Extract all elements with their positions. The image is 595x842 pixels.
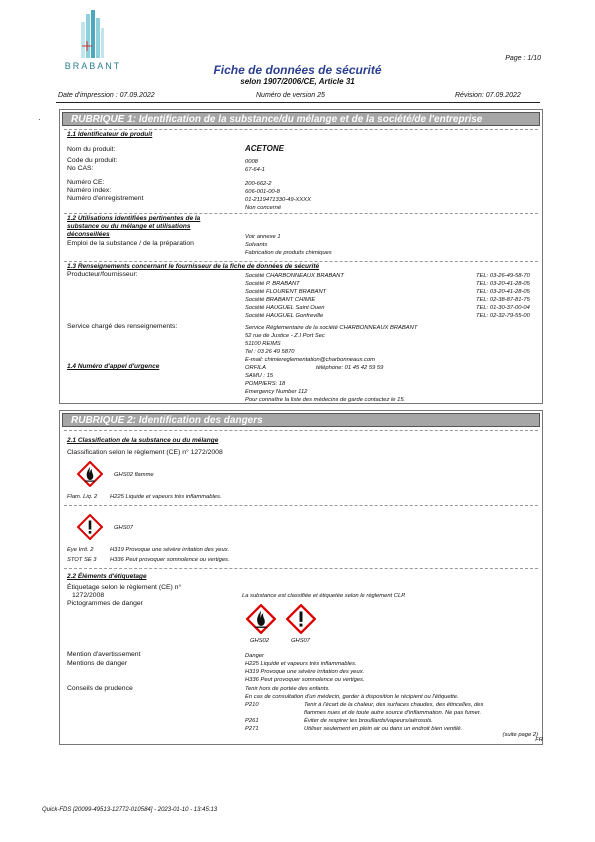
stot-class: STOT SE 3 [67, 557, 97, 563]
ce-label: Numéro CE: [67, 179, 105, 186]
p-text: flammes nues et de toute autre source d'inflammation. Ne pas fumer. [304, 710, 482, 716]
supplier-tel: TEL: 02-32-79-55-00 [476, 313, 530, 319]
divider [64, 568, 538, 569]
subsection-1-3: 1.3 Renseignements concernant le fournisseur de la fiche de données de sécurité [67, 263, 320, 270]
pictograms-label: Pictogrammes de danger [67, 600, 143, 607]
eye-text: H319 Provoque une sévère irritation des yeux. [110, 547, 230, 553]
service-line: 52 rue de Justice - Z.I Port Sec [245, 333, 325, 339]
index-value: 606-001-00-8 [245, 189, 280, 195]
picto-caption: GHS07 [291, 638, 311, 644]
hazard-line: H336 Peut provoquer somnolence ou vertiges. [245, 677, 365, 683]
brand-name: BRABANT [64, 61, 122, 71]
p-text: Utiliser seulement en plein air ou dans un endroit bien ventilé. [304, 726, 463, 732]
registration-note: Non concerné [245, 205, 282, 211]
eye-class: Eye Irrit. 2 [67, 547, 94, 553]
header-rule [56, 102, 540, 103]
flam-text: H225 Liquide et vapeurs très inflammables. [110, 494, 222, 500]
version-number: Numéro de version 25 [256, 92, 325, 99]
classification-label: Classification selon le règlement (CE) n° 1272/2008 [67, 449, 223, 456]
label-regulation: Étiquetage selon le règlement (CE) n° [67, 584, 182, 591]
signal-word-value: Danger [245, 653, 265, 659]
supplier-name: Société FLOURENT BRABANT [245, 289, 327, 295]
page-number: Page : 1/10 [505, 55, 541, 62]
supplier-name: Société BRABANT CHIMIE [245, 297, 316, 303]
supplier-name: Société HAUGUEL Saint Ouen [245, 305, 325, 311]
p-code: P261 [245, 718, 259, 724]
p-code: P271 [245, 726, 259, 732]
document-title: Fiche de données de sécurité [213, 63, 382, 77]
cas-value: 67-64-1 [245, 167, 265, 173]
cas-label: No CAS: [67, 165, 94, 172]
subsection-1-1: 1.1 Identificateur de produit [67, 131, 153, 138]
exclamation-icon [286, 604, 316, 634]
use-value-1: Solvants [245, 242, 268, 248]
subsection-2-2: 2.2 Éléments d'étiquetage [67, 573, 147, 580]
prudence-label: Conseils de prudence [67, 685, 133, 692]
supplier-tel: TEL: 02-38-87-81-75 [476, 297, 530, 303]
language-code: FR [535, 737, 543, 743]
supplier-name: Société CHARBONNEAUX BRABANT [245, 273, 344, 279]
service-label: Service chargé des renseignements: [67, 323, 178, 330]
supplier-name: Société P. BRABANT [245, 281, 300, 287]
service-line: 51100 REIMS [245, 341, 281, 347]
revision-date: Révision: 07.09.2022 [455, 92, 521, 99]
ghs02-caption: GHS02 flamme [114, 472, 154, 478]
orfila-phone: téléphone: 01 45 42 59 59 [316, 365, 384, 371]
emergency-line: Emergency Number 112 [245, 389, 308, 395]
product-code-value: 0008 [245, 159, 258, 165]
print-date: Date d'impression : 07.09.2022 [58, 92, 155, 99]
exclamation-icon [77, 514, 103, 540]
divider [64, 213, 538, 214]
use-label: Emploi de la substance / de la préparation [67, 240, 194, 247]
signal-word-label: Mention d'avertissement [67, 651, 141, 658]
emergency-line: POMPIERS: 18 [245, 381, 286, 387]
subsection-1-2: 1.2 Utilisations identifiées pertinentes de la [67, 215, 201, 222]
section-2 [59, 410, 543, 745]
subsection-1-4: 1.4 Numéro d'appel d'urgence [67, 363, 160, 370]
divider [64, 430, 538, 431]
divider [64, 261, 538, 262]
subsection-2-1: 2.1 Classification de la substance ou du mélange [67, 437, 219, 444]
margin-mark: · [38, 115, 41, 124]
hazard-label: Mentions de danger [67, 660, 128, 667]
registration-value: 01-2119471330-49-XXXX [245, 197, 311, 203]
index-label: Numéro index: [67, 187, 112, 194]
stot-text: H336 Peut provoquer somnolence ou vertiges. [110, 557, 230, 563]
supplier-tel: TEL: 03-20-41-28-05 [476, 289, 530, 295]
picto-caption: GHS02 [250, 638, 270, 644]
footer-reference: Quick-FDS [20099-49513-12772-010584] - 2023-01-10 - 13:45:13 [42, 807, 218, 813]
registration-label: Numéro d'enregistrement [67, 195, 144, 202]
hazard-line: H225 Liquide et vapeurs très inflammables. [245, 661, 357, 667]
subsection-1-2-line3: déconseillées [67, 231, 110, 238]
section-2-heading: RUBRIQUE 2: Identification des dangers [62, 413, 540, 427]
prudence-line: Tenir hors de portée des enfants. [245, 686, 330, 692]
service-line: Tel : 03 26 49 5870 [245, 349, 295, 355]
service-line: Service Réglementaire de la société CHARBONNEAUX BRABANT [245, 325, 418, 331]
p-text: Tenir à l'écart de la chaleur, des surfaces chaudes, des étincelles, des [304, 702, 484, 708]
flam-class: Flam. Liq. 2 [67, 494, 98, 500]
label-regulation-value: La substance est classifiée et étiquetée selon le règlement CLP. [242, 593, 406, 599]
use-value-2: Fabrication de produits chimiques [245, 250, 332, 256]
p-code: P210 [245, 702, 259, 708]
supplier-tel: TEL: 01-30-37-00-04 [476, 305, 530, 311]
prudence-line: En cas de consultation d'un médecin, garder à disposition le récipient ou l'étiquette. [245, 694, 459, 700]
hazard-line: H319 Provoque une sévère irritation des yeux. [245, 669, 365, 675]
supplier-tel: TEL: 03-26-49-58-70 [476, 273, 530, 279]
section-1-heading: RUBRIQUE 1: Identification de la substance/du mélange et de la société/de l'entreprise [62, 112, 540, 126]
product-name-value: ACETONE [245, 144, 284, 153]
supplier-tel: TEL: 03-20-41-28-05 [476, 281, 530, 287]
ghs07-caption: GHS07 [114, 525, 134, 531]
supplier-name: Société HAUGUEL Gonfreville [245, 313, 324, 319]
label-regulation-number: 1272/2008 [72, 592, 105, 599]
orfila-label: ORFILA [245, 365, 266, 371]
emergency-line: SAMU : 15 [245, 373, 274, 379]
subsection-1-2-line2: substance ou du mélange et utilisations [67, 223, 191, 230]
flame-icon [77, 461, 103, 487]
document-subtitle: selon 1907/2006/CE, Article 31 [240, 77, 355, 86]
product-name-label: Nom du produit: [67, 146, 116, 153]
ce-value: 200-662-2 [245, 181, 272, 187]
section-1 [59, 109, 543, 404]
continued-note: (suite page 2) [502, 732, 538, 738]
product-code-label: Code du produit: [67, 157, 118, 164]
supplier-label: Producteur/fournisseur: [67, 271, 138, 278]
emergency-line: Pour connaître la liste des médecins de garde contactez le 15. [245, 397, 406, 403]
annex-reference: Voir annexe 1 [245, 234, 281, 240]
divider [64, 129, 538, 130]
divider [64, 505, 538, 506]
flame-icon [246, 604, 276, 634]
service-email[interactable]: E-mail: chimiereglementation@charbonneaux.com [245, 357, 375, 363]
p-text: Éviter de respirer les brouillards/vapeurs/aérosols. [304, 718, 433, 724]
